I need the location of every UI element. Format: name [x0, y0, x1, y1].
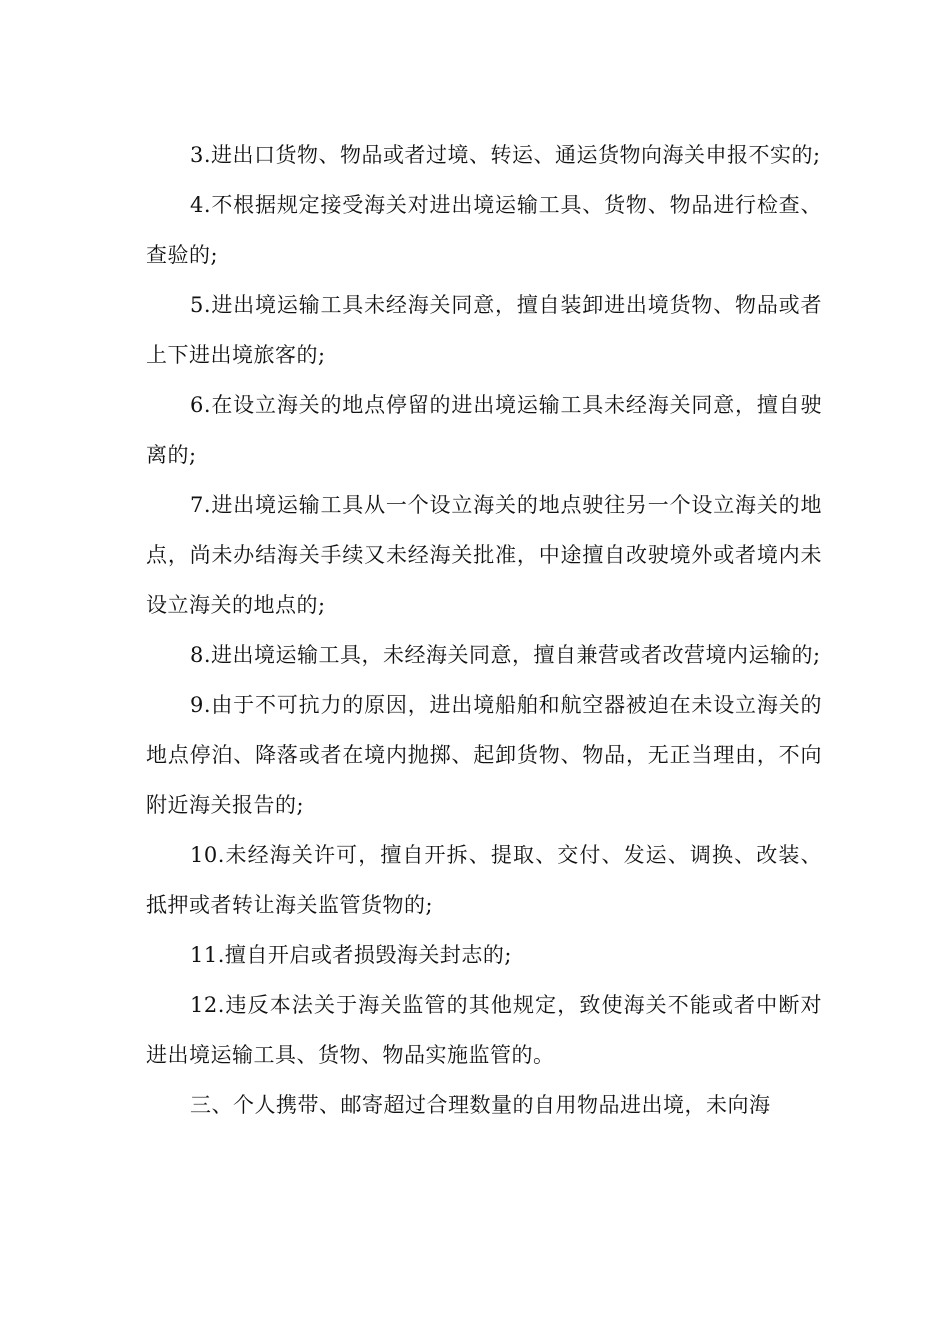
paragraph-item-3: 3.进出口货物、物品或者过境、转运、通运货物向海关申报不实的; [190, 143, 821, 167]
paragraph-item-7: 7.进出境运输工具从一个设立海关的地点驶往另一个设立海关的地点，尚未办结海关手续又未经海关批准，中途擅自改驶境外或者境内未设立海关的地点的; [146, 493, 822, 617]
paragraph-item-6: 6.在设立海关的地点停留的进出境运输工具未经海关同意，擅自驶离的; [146, 393, 822, 467]
paragraph-item-10: 10.未经海关许可，擅自开拆、提取、交付、发运、调换、改装、抵押或者转让海关监管货物的; [146, 843, 822, 917]
paragraph-item-4: 4.不根据规定接受海关对进出境运输工具、货物、物品进行检查、查验的; [146, 193, 822, 267]
paragraph-item-11: 11.擅自开启或者损毁海关封志的; [190, 943, 512, 967]
paragraph-item-12: 12.违反本法关于海关监管的其他规定，致使海关不能或者中断对进出境运输工具、货物、物品实施监管的。 [146, 993, 822, 1067]
paragraph-item-5: 5.进出境运输工具未经海关同意，擅自装卸进出境货物、物品或者上下进出境旅客的; [146, 293, 822, 367]
paragraph-item-8: 8.进出境运输工具，未经海关同意，擅自兼营或者改营境内运输的; [190, 643, 821, 667]
document-body [146, 130, 822, 1130]
paragraph-section-3: 三、个人携带、邮寄超过合理数量的自用物品进出境，未向海 [190, 1093, 771, 1117]
paragraph-item-9: 9.由于不可抗力的原因，进出境船舶和航空器被迫在未设立海关的地点停泊、降落或者在境内抛掷、起卸货物、物品，无正当理由，不向附近海关报告的; [146, 693, 822, 817]
